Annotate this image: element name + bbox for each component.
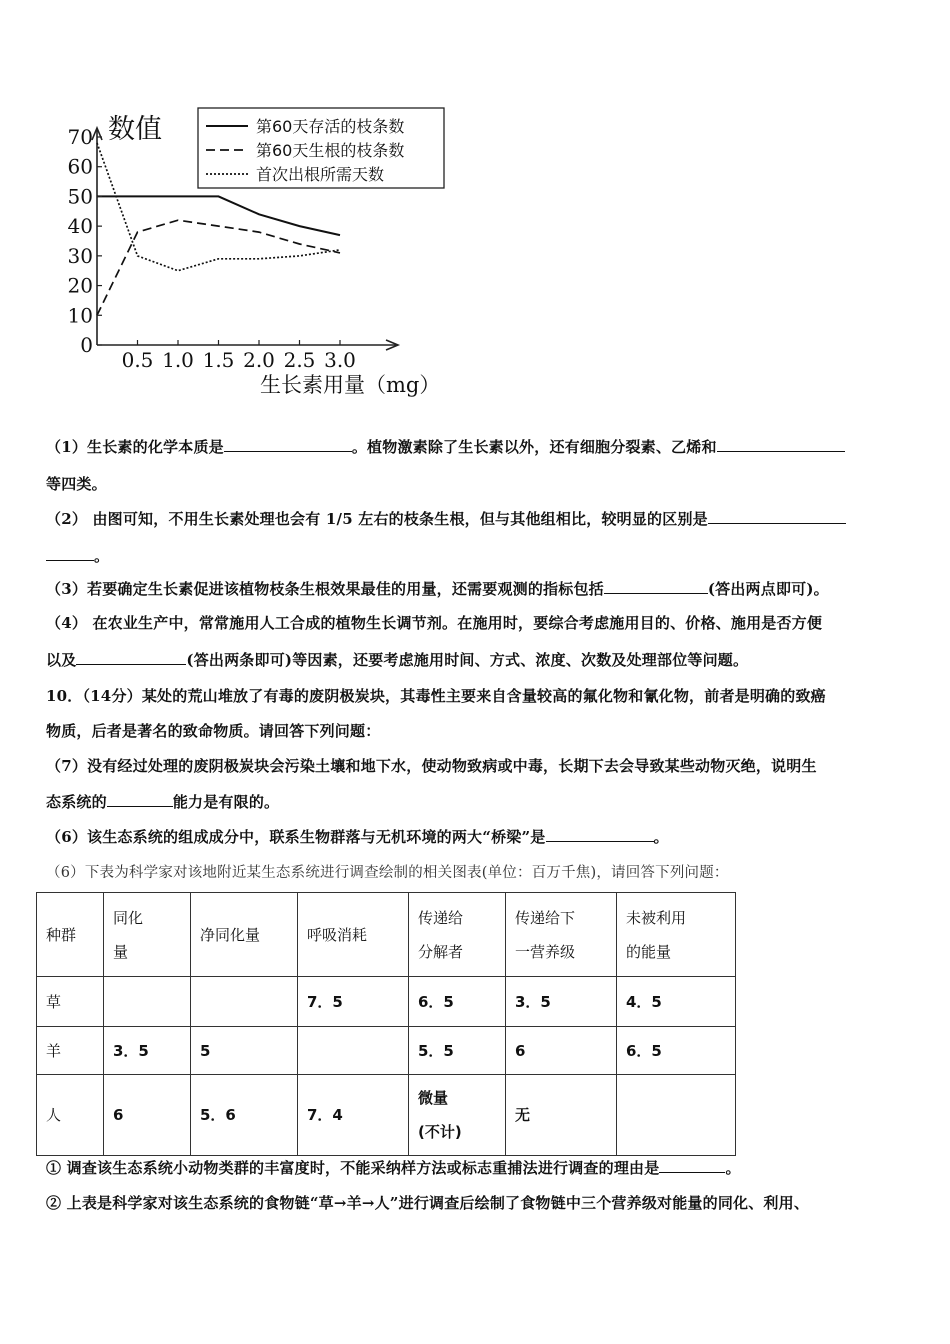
question-4-text-c: (答出两条即可)等因素，还要考虑施用时间、方式、浓度、次数及处理部位等问题。 xyxy=(186,651,749,669)
question-1-text-b: 。植物激素除了生长素以外，还有细胞分裂素、乙烯和 xyxy=(351,438,717,456)
answer-blank[interactable] xyxy=(224,437,352,452)
question-6a-text-a: （6）该生态系统的组成成分中，联系生物群落与无机环境的两大“桥梁”是 xyxy=(46,828,546,846)
table-header-cell: 同化 量 xyxy=(104,893,191,977)
table-header-cell: 呼吸消耗 xyxy=(298,893,409,977)
legend-label: 首次出根所需天数 xyxy=(256,165,385,184)
table-row xyxy=(37,977,736,1027)
table-cell: 无 xyxy=(506,1075,617,1156)
table-header-row xyxy=(37,893,736,977)
question-4-text-b: 以及 xyxy=(46,651,77,669)
question-1-text-a: （1）生长素的化学本质是 xyxy=(46,438,224,456)
question-1-cont: 等四类。 xyxy=(46,475,107,493)
legend-label: 第60天生根的枝条数 xyxy=(256,141,405,160)
series-line xyxy=(97,220,340,315)
y-axis-title: 数值 xyxy=(108,114,162,145)
table-cell: 5 xyxy=(191,1027,298,1075)
sub-question-1-text-a: ① 调查该生态系统小动物类群的丰富度时，不能采纳样方法或标志重捕法进行调查的理由是 xyxy=(46,1159,660,1177)
table-row xyxy=(37,1027,736,1075)
growth-hormone-chart xyxy=(60,100,480,400)
table-cell: 6 xyxy=(506,1027,617,1075)
question-3-text-b: (答出两点即可)。 xyxy=(707,580,829,598)
answer-blank[interactable] xyxy=(76,650,186,665)
question-10: 10．（14分）某处的荒山堆放了有毒的废阴极炭块，其毒性主要来自含量较高的氟化物和氰化物，前者是明确的致癌 xyxy=(46,687,826,705)
table-cell xyxy=(617,1075,736,1156)
y-tick-label: 30 xyxy=(67,243,93,268)
question-4: （4） 在农业生产中，常常施用人工合成的植物生长调节剂。在施用时，要综合考虑施用目的、价格、施用是否方便 xyxy=(46,614,823,632)
question-2-text-a: （2） 由图可知，不用生长素处理也会有 1/5 左右的枝条生根，但与其他组相比，较明显的区别是 xyxy=(46,510,708,528)
table-cell: 6．5 xyxy=(617,1027,736,1075)
question-7: （7）没有经过处理的废阴极炭块会污染土壤和地下水，使动物致病或中毒，长期下去会导致某些动物灭绝，说明生 xyxy=(46,757,817,775)
table-header-cell: 净同化量 xyxy=(191,893,298,977)
table-cell: 羊 xyxy=(37,1027,104,1075)
table-cell: 人 xyxy=(37,1075,104,1156)
question-6a xyxy=(46,826,910,847)
table-cell xyxy=(298,1027,409,1075)
answer-blank[interactable] xyxy=(107,792,173,807)
sub-question-2: ② 上表是科学家对该生态系统的食物链“草→羊→人”进行调查后绘制了食物链中三个营养级对能量的同化、利用、 xyxy=(46,1194,810,1212)
question-4-cont xyxy=(46,649,910,670)
table-cell: 微量 (不计) xyxy=(409,1075,506,1156)
table-cell: 7．5 xyxy=(298,977,409,1027)
table-cell: 4．5 xyxy=(617,977,736,1027)
table-row xyxy=(37,1075,736,1156)
table-header-cell: 未被利用 的能量 xyxy=(617,893,736,977)
question-6a-text-b: 。 xyxy=(653,828,669,846)
answer-blank[interactable] xyxy=(717,437,845,452)
answer-blank[interactable] xyxy=(604,579,708,594)
question-7-cont xyxy=(46,791,910,812)
question-3-text-a: （3）若要确定生长素促进该植物枝条生根效果最佳的用量，还需要观测的指标包括 xyxy=(46,580,604,598)
table-cell: 5．6 xyxy=(191,1075,298,1156)
answer-blank[interactable] xyxy=(46,546,94,561)
y-tick-label: 20 xyxy=(67,273,93,298)
x-tick-label: 1.5 xyxy=(202,348,235,372)
sub-question-1-text-b: 。 xyxy=(725,1159,741,1177)
table-cell: 3．5 xyxy=(104,1027,191,1075)
y-tick-label: 40 xyxy=(67,214,93,239)
y-tick-label: 60 xyxy=(67,154,93,179)
question-2-cont xyxy=(46,545,910,566)
x-tick-label: 2.0 xyxy=(243,348,275,372)
table-cell xyxy=(104,977,191,1027)
x-tick-label: 2.5 xyxy=(283,348,316,372)
question-2-text-b: 。 xyxy=(94,547,110,565)
energy-table xyxy=(36,892,736,1156)
table-cell: 6 xyxy=(104,1075,191,1156)
x-tick-label: 0.5 xyxy=(121,348,154,372)
table-cell: 7．4 xyxy=(298,1075,409,1156)
y-tick-label: 70 xyxy=(67,125,93,149)
x-tick-label: 1.0 xyxy=(162,348,194,372)
x-axis-title: 生长素用量（mg） xyxy=(260,373,441,397)
table-cell: 草 xyxy=(37,977,104,1027)
question-6b: （6）下表为科学家对该地附近某生态系统进行调查绘制的相关图表(单位：百万千焦)，请回答下列问题： xyxy=(46,865,729,881)
answer-blank[interactable] xyxy=(546,827,654,842)
table-cell: 3．5 xyxy=(506,977,617,1027)
question-3 xyxy=(46,578,910,599)
chart-legend xyxy=(198,108,444,188)
table-header-cell: 传递给 分解者 xyxy=(409,893,506,977)
legend-label: 第60天存活的枝条数 xyxy=(256,117,405,136)
x-tick-label: 3.0 xyxy=(324,348,356,372)
table-header-cell: 传递给下 一营养级 xyxy=(506,893,617,977)
y-tick-label: 50 xyxy=(67,184,93,209)
table-cell: 6．5 xyxy=(409,977,506,1027)
question-7-text-b: 态系统的 xyxy=(46,793,107,811)
sub-question-1 xyxy=(46,1157,910,1178)
y-tick-label: 0 xyxy=(80,333,93,357)
answer-blank[interactable] xyxy=(659,1158,725,1173)
question-1 xyxy=(46,436,910,457)
table-cell: 5．5 xyxy=(409,1027,506,1075)
question-7-text-c: 能力是有限的。 xyxy=(172,793,280,811)
table-cell xyxy=(191,977,298,1027)
question-10-cont: 物质，后者是著名的致命物质。请回答下列问题： xyxy=(46,722,381,740)
question-2 xyxy=(46,508,910,529)
y-tick-label: 10 xyxy=(67,303,93,328)
table-header-cell: 种群 xyxy=(37,893,104,977)
series-line xyxy=(97,196,340,235)
answer-blank[interactable] xyxy=(708,509,846,524)
